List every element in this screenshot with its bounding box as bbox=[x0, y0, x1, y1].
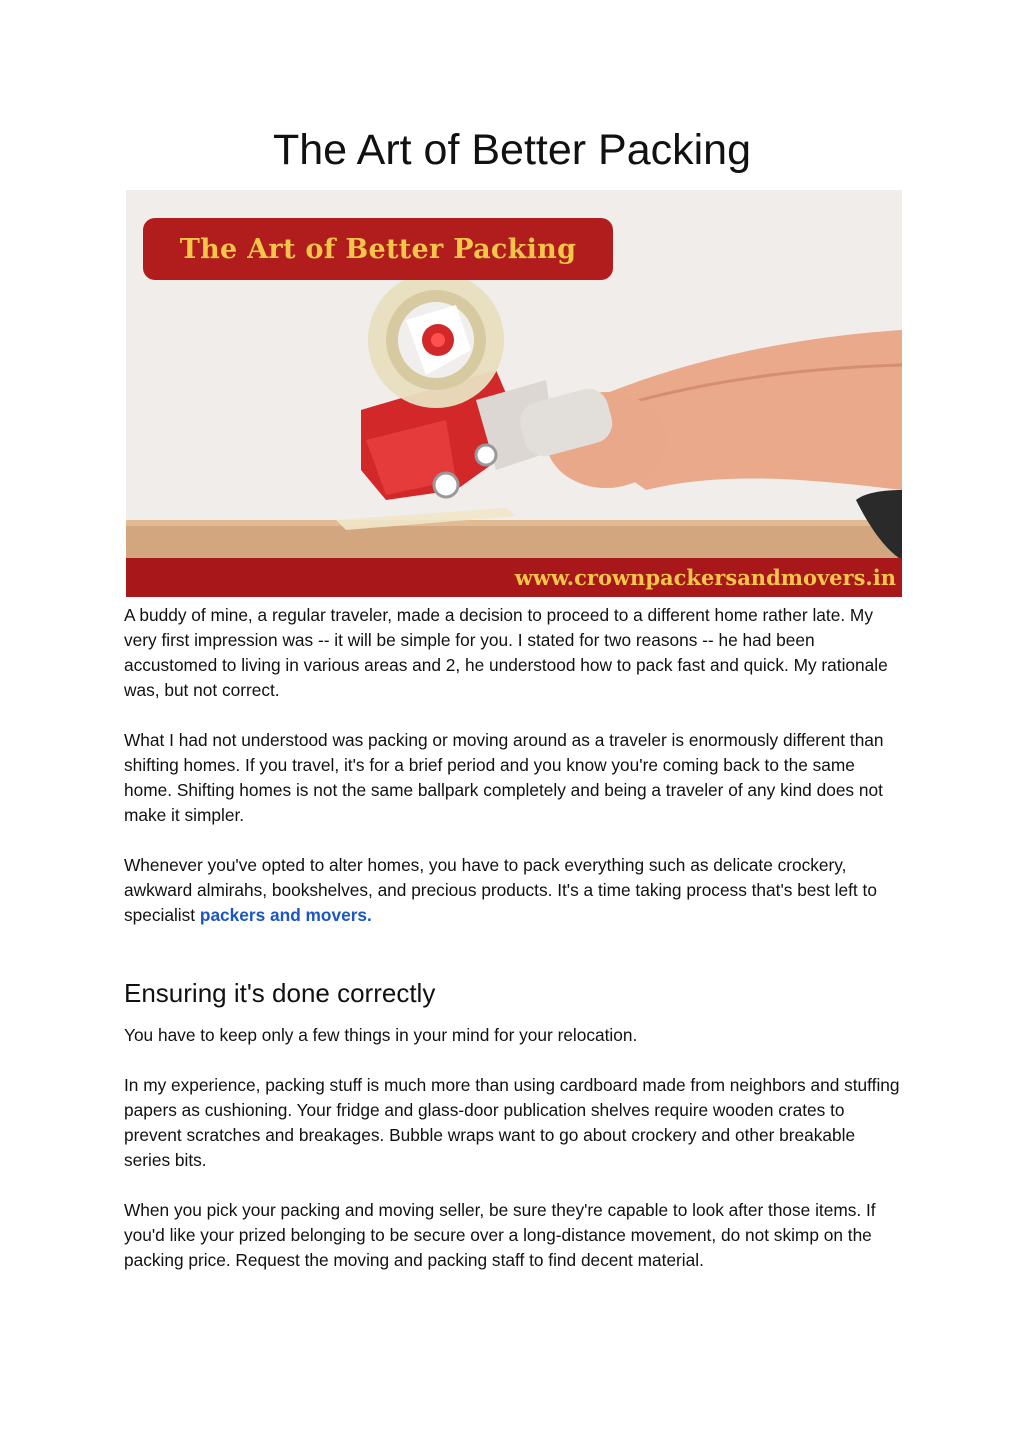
section-heading: Ensuring it's done correctly bbox=[124, 978, 436, 1008]
page-title: The Art of Better Packing bbox=[272, 126, 752, 174]
paragraph-5: In my experience, packing stuff is much more than using cardboard made from neighbors and stuffing papers as cushioning. Your fridge and glass-door publication shelves require wooden crates to prevent scratches and breakages. Bubble wraps want to go about crockery and other breakable series bits. bbox=[124, 1075, 900, 1170]
hero-banner-title: The Art of Better Packing bbox=[179, 233, 577, 265]
paragraph-3-text: Whenever you've opted to alter homes, you have to pack everything such as delicate crockery, awkward almirahs, bookshelves, and precious products. It's a time taking process that's best left to specialist bbox=[124, 855, 877, 925]
article-body bbox=[124, 603, 904, 1298]
paragraph-2: What I had not understood was packing or moving around as a traveler is enormously different than shifting homes. If you travel, it's for a brief period and you know you're coming back to the same home. Shifting homes is not the same ballpark completely and being a traveler of any kind does not make it simpler. bbox=[124, 730, 884, 825]
paragraph-3 bbox=[124, 853, 904, 928]
packers-and-movers-link[interactable]: packers and movers. bbox=[199, 905, 372, 925]
hero-website-url: www.crownpackersandmovers.in bbox=[514, 564, 896, 590]
paragraph-1: A buddy of mine, a regular traveler, made a decision to proceed to a different home rather late. My very first impression was -- it will be simple for you. I stated for two reasons -- he had been accustomed to living in various areas and 2, he understood how to pack fast and quick. My rationale was, but not correct. bbox=[124, 605, 888, 700]
paragraph-4: You have to keep only a few things in your mind for your relocation. bbox=[124, 1025, 638, 1045]
paragraph-6: When you pick your packing and moving seller, be sure they're capable to look after those items. If you'd like your prized belonging to be secure over a long-distance movement, do not skimp on the packing price. Request the moving and packing staff to find decent material. bbox=[124, 1200, 876, 1270]
